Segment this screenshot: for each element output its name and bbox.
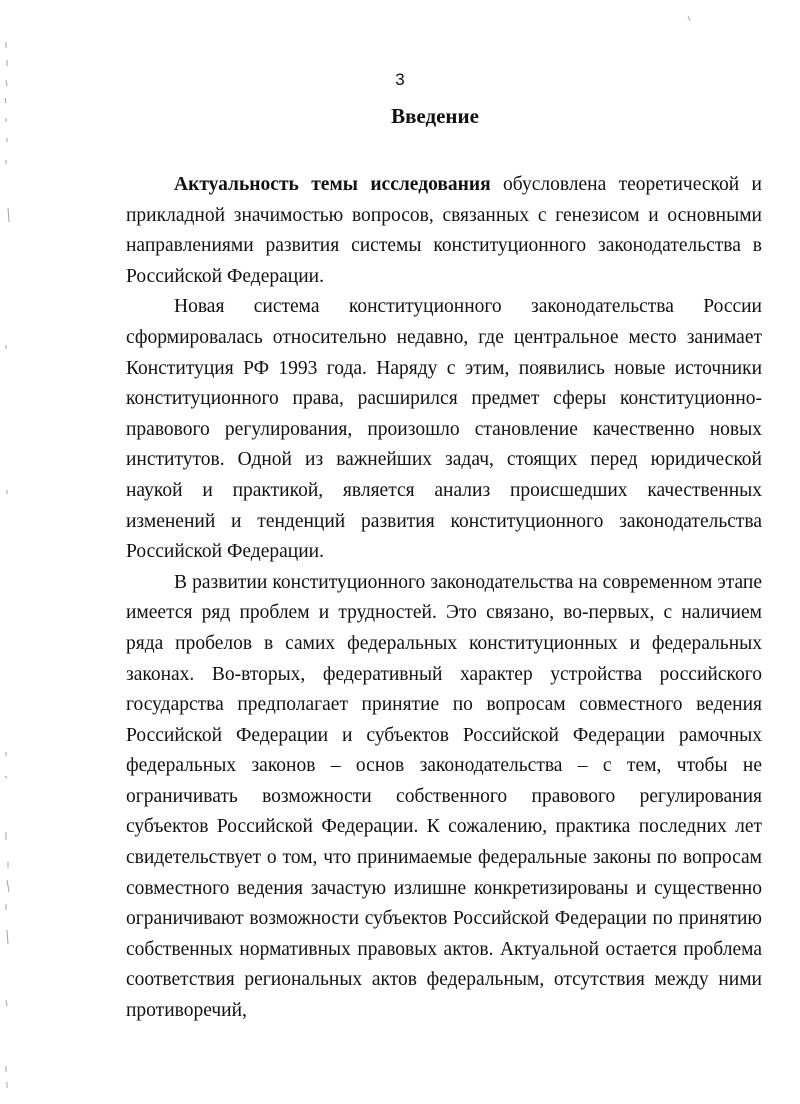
paragraph-text: обусловлена теоретической и прикладной значимостью вопросов, связанных с генезисом и основными направлениями развития системы конституционного законодательства в Российской Федерации. — [126, 174, 762, 287]
paragraph-text: Новая система конституционного законодательства России сформировалась относительно недавно, где центральное место занимает Конституция РФ 1993 года. Наряду с этим, появились новые источники конституционного права, расширился предмет сферы конституционно-правового регулирования, произошло становление качественно новых институтов. Одной из важнейших задач, стоящих перед юридической наукой и практикой, является анализ происшедших качественных изменений и тенденций развития конституционного законодательства Российской Федерации. — [126, 296, 762, 563]
paragraph-lead: Актуальность темы исследования — [174, 174, 491, 195]
paragraph-new-system — [126, 292, 762, 567]
paragraph-text: В развитии конституционного законодательства на современном этапе имеется ряд проблем и трудностей. Это связано, во-первых, с наличием ряда пробелов в самих федеральных конституционных и федеральных законах. Во-вторых, федеративный характер устройства российского государства предполагает принятие по вопросам совместного ведения Российской Федерации и субъектов Российской Федерации рамочных федеральных законов – основ законодательства – с тем, чтобы не ограничивать возможности собственного правового регулирования субъектов Российской Федерации. К сожалению, практика последних лет свидетельствует о том, что принимаемые федеральные законы по вопросам совместного ведения зачастую излишне конкретизированы и существенно ограничивают возможности субъектов Российской Федерации по принятию собственных нормативных правовых актов. Актуальной остается проблема соответствия региональных актов федеральным, отсутствия между ними противоречий, — [126, 571, 762, 1022]
section-title: Введение — [391, 104, 479, 128]
page-number: 3 — [395, 70, 405, 89]
paragraph-relevance — [126, 170, 762, 292]
document-body — [126, 170, 762, 1027]
paragraph-problems — [126, 568, 762, 1027]
